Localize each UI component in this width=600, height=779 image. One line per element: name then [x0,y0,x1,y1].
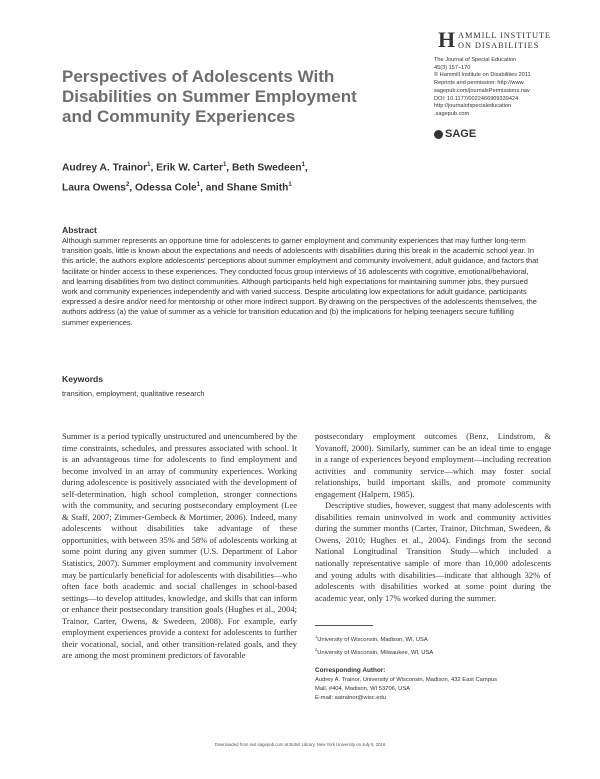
author-name: Shane Smith [226,182,289,194]
author-affiliation-mark: 2 [125,181,130,188]
affiliation-item: $^2$University of Wisconsin, Milwaukee, WI, USA [315,646,434,656]
download-footer: Downloaded from sed.sagepub.com at Bobst Library, New York University on July 5, 2016 [214,742,386,747]
author-name: Beth Swedeen [231,162,302,174]
sage-wordmark: SAGE [445,128,477,140]
author-affiliation-mark: 1 [288,181,292,188]
affiliations [315,632,433,658]
keywords-heading: Keywords [62,374,104,384]
body-column-left: Summer is a period typically unstructured and unencumbered by the time constraints, schedules, and pressures associated with school. It is an advantageous time for adolescents to find employment and become involved in an array of community experiences. Working during adolescence is positively associated with the development of self-determination, high school completion, stronger connections with the community, and securing postsecondary employment (Lee & Staff, 2007; Zimmer-Gembeck & Mortimer, 2006). Indeed, many adolescents without disabilities take advantage of these opportunities, with between 35% and 58% of adolescents working at some point during any given summer (U.S. Department of Labor Statistics, 2007). Summer employment and community involvement may be particularly beneficial for adolescents with disabilities—who often face both academic and social challenges in school-based settings—to develop attitudes, knowledge, and skills that can inform or enhance their postsecondary transition goals (Hughes et al., 2004; Trainor, Carter, Owens, & Swedeen, 2008). For example, early employment experiences provide a context for adolescents to further their vocational, social, and other transition-related goals, and they are among the most prominent predictors of favorable [62,431,297,661]
article-title: Perspectives of Adolescents With Disabilities on Summer Employment and Community Experiences [62,67,357,126]
logo-line-2: ON DISABILITIES [458,41,540,50]
logo-line-1: AMMILL INSTITUTE [458,31,551,40]
author-name: Odessa Cole [135,182,197,194]
corresponding-author-heading: Corresponding Author: [315,667,386,674]
journal-url[interactable]: http://journalofspecialeducation [434,103,512,110]
journal-name: The Journal of Special Education [434,57,517,63]
corresponding-address-line: Audrey A. Trainor, University of Wisconsin, Madison, 432 East Campus [315,677,498,683]
abstract-heading: Abstract [62,225,97,235]
logo-mark: H [438,27,456,52]
footnote-divider [315,625,373,626]
abstract-text: Although summer represents an opportune time for adolescents to garner employment and community experiences that may further long-term transition goals, little is known about the expectations and needs of adolescents with disabilities during this break in the academic school year. In this article, the authors explore adolescents' perceptions about summer employment and community involvement, adult guidance, and factors that facilitate or hinder access to these experiences. They conducted focus group interviews of 16 adolescents with cognitive, emotional/behavioral, and learning disabilities from two distinct communities. Although participants held high expectations for maintaining summer jobs, they pursued work and community experiences independently and with varied success. Despite articulating low expectations for adult guidance, participants expressed a desire and/or need for mentorship or other more indirect support. By drawing on the perspectives of the adolescents themselves, the authors address (a) the value of summer as a vehicle for transition education and (b) the implications for helping teenagers secure fulfilling summer experiences. [62,236,539,327]
journal-doi[interactable]: DOI: 10.1177/0022466909339424 [434,95,519,102]
author-name: Erik W. Carter [156,162,223,174]
journal-reprints-url[interactable]: sagepub.com/journalsPermissions.nav [434,87,530,94]
author-name: Laura Owens [62,182,126,194]
journal-copyright: © Hammill Institute on Disabilities 2011 [434,72,531,79]
author-affiliation-mark: 1 [222,162,227,168]
corresponding-email[interactable]: E-mail: aatrainor@wisc.edu [315,695,386,701]
author-name: Audrey A. Trainor [62,162,148,174]
journal-reprints: Reprints and permission: http://www. [434,80,525,87]
author-affiliation-mark: 1 [147,162,151,168]
author-list: Audrey A. Trainor$^1$, Erik W. Carter$^1$, Beth Swedeen$^1$, Laura Owens$^2$, Odessa Cole$^1$, and Shane Smith$^1$ [62,162,308,194]
body-paragraph: Descriptive studies, however, suggest that many adolescents with disabilities remain uninvolved in work and community activities during the summer months (Carter, Trainor, Ditchman, Swedeen, & Owens, 2010; Hughes et al., 2004). Findings from the second National Longitudinal Transition Study—which included a nationally representative sample of more than 10,000 adolescents and young adults with disabilities—indicate that although 32% of adolescents with disabilities worked at some point during the academic year, only 17% worked during the summer. [315,500,551,603]
keywords-text: transition, employment, qualitative research [62,389,205,398]
hammill-institute-logo [438,27,551,52]
corresponding-author [315,676,551,703]
author-affiliation-mark: 1 [301,162,305,168]
body-paragraph: postsecondary employment outcomes (Benz, Lindstrom, & Yovanoff, 2000). Similarly, summer can be an ideal time to engage in a range of experiences beyond employment—including recreation activities and community service—which may foster social relationships, build important skills, and promote community engagement (Halpern, 1985). [315,431,551,499]
journal-issue: 45(3) 157–170 [434,64,471,71]
sage-logo [434,128,476,140]
journal-meta [434,57,594,119]
corresponding-address-line: Mall, #404, Madison, WI 53706, USA [315,686,411,692]
body-column-right [315,431,551,604]
sage-circle-icon [434,130,443,139]
affiliation-item: $^1$University of Wisconsin, Madison, WI, USA [315,634,428,643]
journal-url-cont[interactable]: .sagepub.com [434,110,470,117]
author-affiliation-mark: 1 [196,181,201,188]
